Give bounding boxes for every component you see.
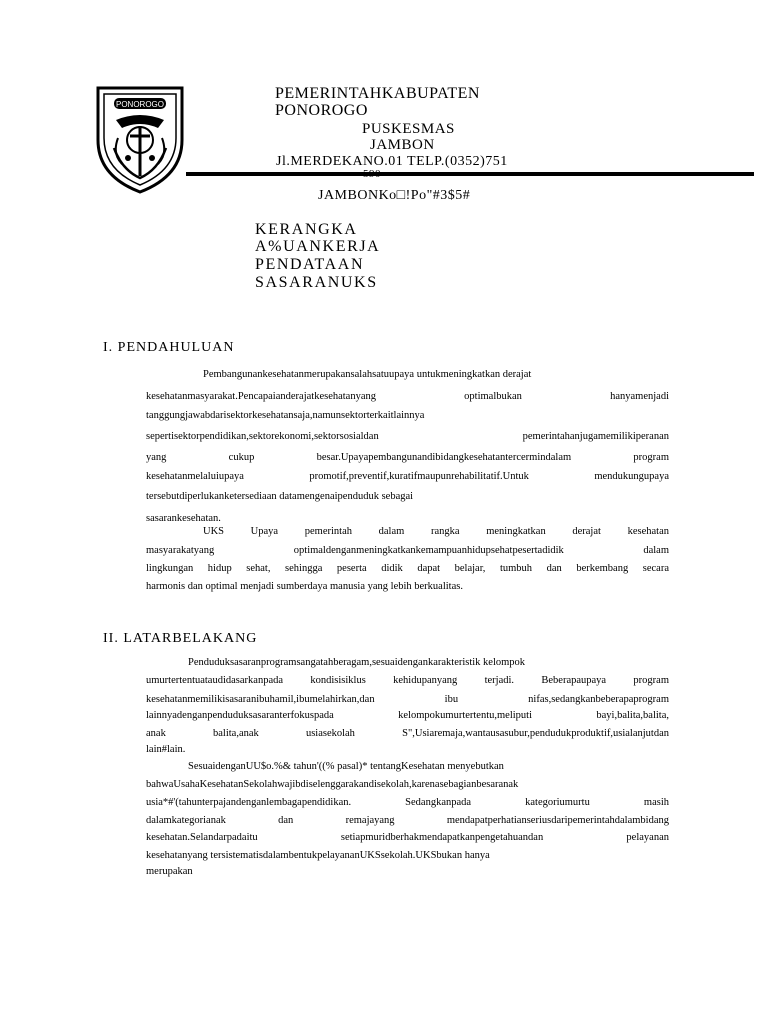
body-line: kesehatan.Selandarpadaitu setiapmuridberhakmendapatkanpengetahuandan pelayanan	[146, 832, 669, 843]
body-line: dalamkategorianak dan remajayang mendapatperhatianseriusdaripemerintahdalambidang	[146, 815, 669, 826]
body-line: tanggungjawabdarisektorkesehatansaja,namunsektorterkaitlainnya	[146, 410, 425, 421]
body-line: usia*#'(tahunterpajandenganlembagapendidikan. Sedangkanpada kategoriumurtu masih	[146, 797, 669, 808]
letterhead-address: Jl.MERDEKANO.01 TELP.(0352)751	[276, 154, 508, 169]
doc-title-line-2: A%UANKERJA	[255, 238, 381, 255]
section-heading-pendahuluan: I. PENDAHULUAN	[103, 340, 235, 355]
letterhead-postcode: JAMBONKo□!Po"#3$5#	[318, 188, 471, 203]
body-line: merupakan	[146, 866, 193, 877]
body-line: UKS Upaya pemerintah dalam rangka meningkatkan derajat kesehatan	[203, 526, 669, 537]
letterhead-location: JAMBON	[370, 137, 435, 153]
body-line: umurtertentuataudidasarkanpada kondisisiklus kehidupanyang terjadi. Beberapaupaya program	[146, 675, 669, 686]
section-heading-latarbelakang: II. LATARBELAKANG	[103, 631, 258, 646]
letterhead-puskesmas: PUSKESMAS	[362, 121, 455, 137]
body-line: SesuaidenganUU$o.%& tahun'((% pasal)* tentangKesehatan menyebutkan	[188, 761, 504, 772]
ponorogo-crest-logo	[92, 78, 188, 196]
body-line: bahwaUsahaKesehatanSekolahwajibdiselenggarakandisekolah,karenasebagianbesaranak	[146, 779, 519, 790]
body-line: lainnyadenganpenduduksasaranterfokuspada kelompokumurtertentu,meliputi bayi,balita,balita,	[146, 710, 669, 721]
body-line: Penduduksasaranprogramsangatahberagam,sesuaidengankarakteristik kelompok	[188, 657, 526, 668]
body-line: tersebutdiperlukanketersediaan datamengenaipenduduk sebagai	[146, 491, 414, 502]
body-line: kesehatanmelaluiupaya promotif,preventif,kuratifmaupunrehabilitatif.Untuk mendukungupaya	[146, 471, 669, 482]
letterhead-government: PEMERINTAHKABUPATEN	[275, 85, 480, 102]
letterhead-rule	[186, 172, 754, 176]
body-line: anak balita,anak usiasekolah S",Usiaremaja,wantausasubur,pendudukproduktif,usialanjutdan	[146, 728, 669, 739]
doc-title-line-1: KERANGKA	[255, 221, 358, 238]
body-line: harmonis dan optimal menjadi sumberdaya manusia yang lebih berkualitas.	[146, 581, 463, 592]
body-line: sepertisektorpendidikan,sektorekonomi,sektorsosialdan pemerintahanjugamemilikiperanan	[146, 431, 669, 442]
letterhead-regency: PONOROGO	[275, 102, 368, 119]
body-line: kesehatanmasyarakat.Pencapaianderajatkesehatanyang optimalbukan hanyamenjadi	[146, 391, 669, 402]
crest-text: PONOROGO	[115, 100, 165, 109]
body-line: lingkungan hidup sehat, sehingga peserta didik dapat belajar, tumbuh dan berkembang secara	[146, 563, 669, 574]
doc-title-line-3: PENDATAAN	[255, 256, 365, 273]
body-line: kesehatanyang tersistematisdalambentukpelayananUKSsekolah.UKSbukan hanya	[146, 850, 490, 861]
body-line: kesehatanmemilikisasaranibuhamil,ibumelahirkan,dan ibu nifas,sedangkanbeberapaprogram	[146, 694, 669, 705]
body-line: yang cukup besar.Upayapembangunandibidangkesehatantercermindalam program	[146, 452, 669, 463]
body-line: Pembangunankesehatanmerupakansalahsatuupaya untukmeningkatkan derajat	[203, 369, 532, 380]
body-line: masyarakatyang optimaldenganmeningkatkankemampuanhidupsehatpesertadidik dalam	[146, 545, 669, 556]
body-line: sasarankesehatan.	[146, 513, 221, 524]
body-line: lain#lain.	[146, 744, 186, 755]
doc-title-line-4: SASARANUKS	[255, 274, 378, 291]
